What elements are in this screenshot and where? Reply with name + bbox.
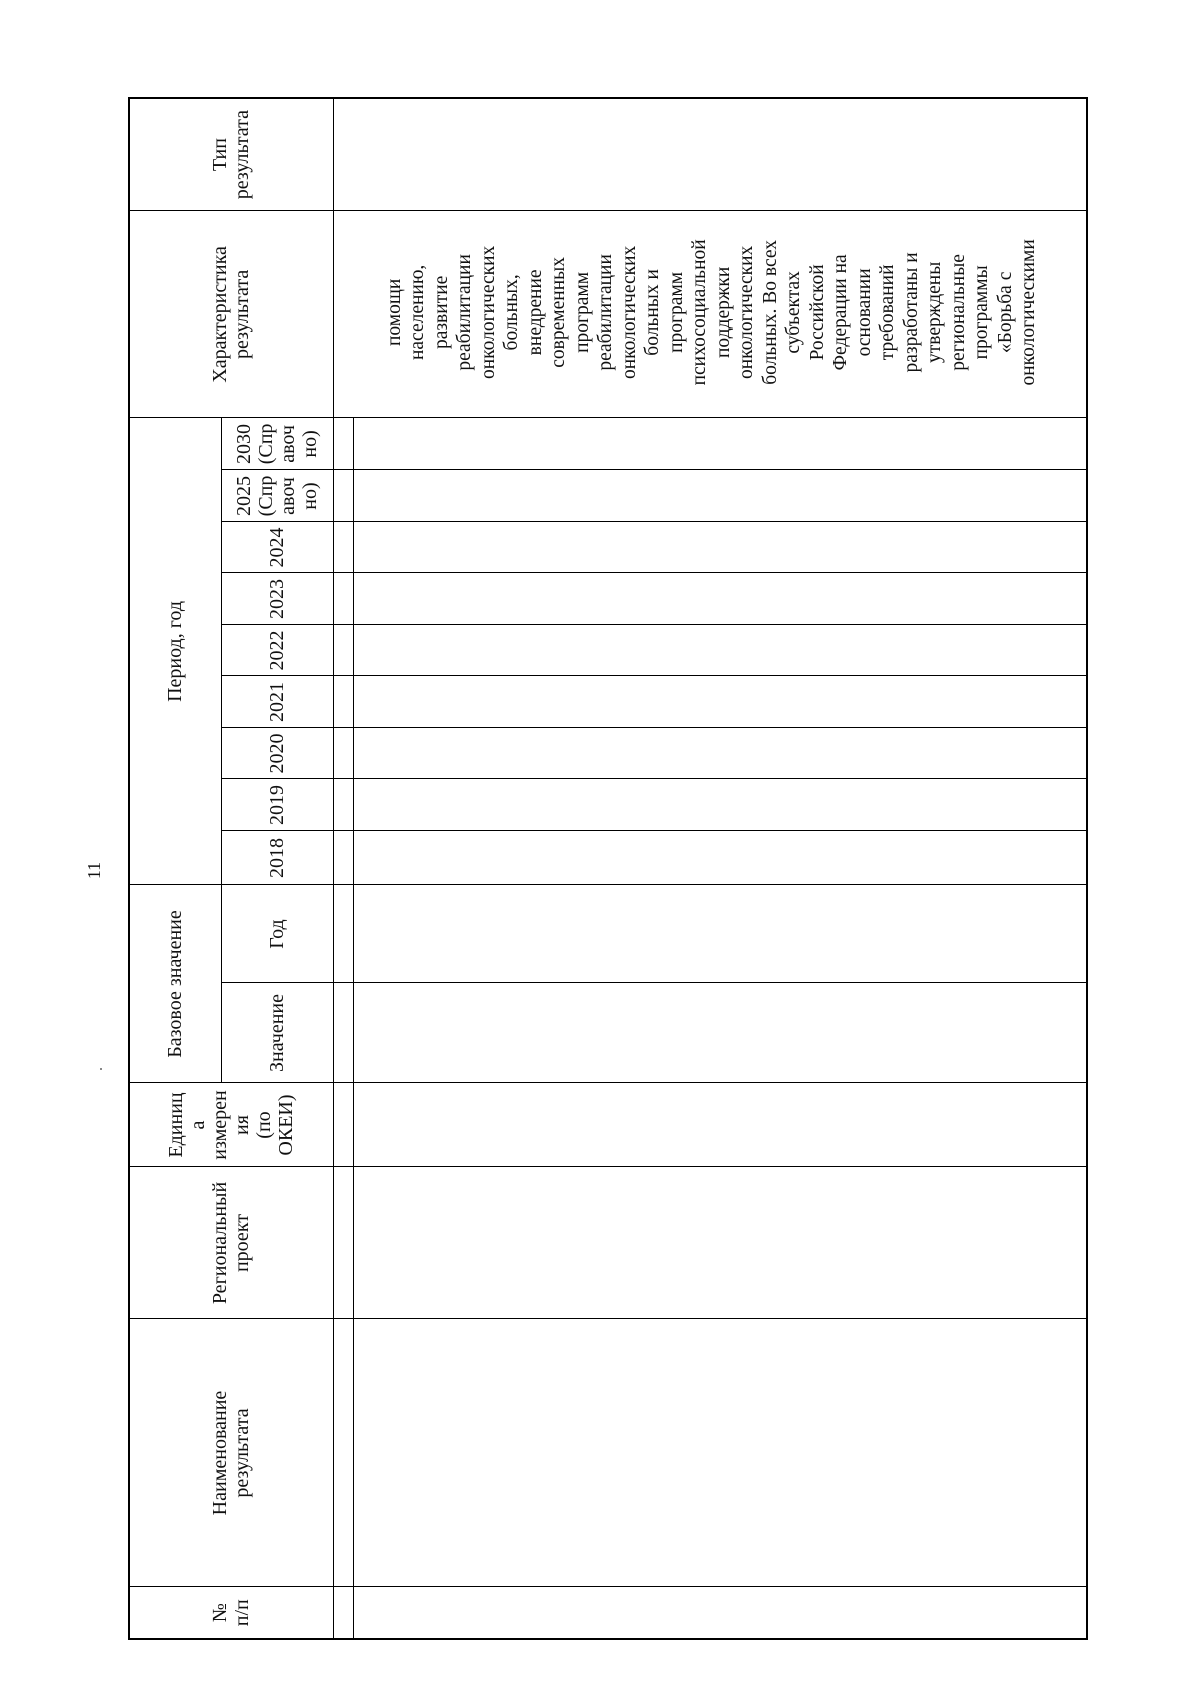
header-year-2024: 2024: [221, 522, 333, 573]
header-year-2030: 2030 (Спр авоч но): [221, 418, 333, 470]
cell-result-type: [333, 98, 1087, 211]
header-period: Период, год: [129, 418, 221, 885]
cell-2018-gap: [333, 831, 353, 885]
cell-num-gap: [333, 1587, 353, 1639]
header-year-2025: 2025 (Спр авоч но): [221, 470, 333, 522]
results-table-rotated: [128, 100, 1088, 1640]
cell-2022: [353, 625, 1087, 676]
cell-2020-gap: [333, 728, 353, 779]
cell-2019: [353, 779, 1087, 831]
cell-2030: [353, 418, 1087, 470]
header-year-2018: 2018: [221, 831, 333, 885]
header-result-type: Тип результата: [129, 98, 333, 211]
characteristic-text: помощи населению, развитие реабилитации онкологических больных, внедрение современных программ реабилитации онкологических больных и программ психосоциальной поддержки онкологических больных. Во всех субъектах Российской Федерации на основании требований разработаны и утверждены региональные программы «Борьба с онкологическими: [383, 239, 1040, 386]
header-year-2019: 2019: [221, 779, 333, 831]
cell-name: [353, 1319, 1087, 1587]
cell-2019-gap: [333, 779, 353, 831]
cell-2023-gap: [333, 573, 353, 625]
results-table: [128, 97, 1088, 1640]
header-year-2021: 2021: [221, 676, 333, 728]
cell-project: [353, 1167, 1087, 1319]
header-characteristic: Характеристика результата: [129, 211, 333, 418]
cell-base-year-gap: [333, 885, 353, 983]
header-result-name: Наименование результата: [129, 1319, 333, 1587]
cell-2022-gap: [333, 625, 353, 676]
cell-2030-gap: [333, 418, 353, 470]
cell-unit-gap: [333, 1083, 353, 1167]
cell-base-value-gap: [333, 983, 353, 1083]
cell-2018: [353, 831, 1087, 885]
cell-2020: [353, 728, 1087, 779]
cell-2025: [353, 470, 1087, 522]
header-base-value-value: Значение: [221, 983, 333, 1083]
cell-2021: [353, 676, 1087, 728]
header-unit: Единиц а измерен ия (по ОКЕИ): [129, 1083, 333, 1167]
cell-base-year: [353, 885, 1087, 983]
cell-2021-gap: [333, 676, 353, 728]
header-year-2022: 2022: [221, 625, 333, 676]
cell-2024-gap: [333, 522, 353, 573]
cell-2025-gap: [333, 470, 353, 522]
cell-base-value: [353, 983, 1087, 1083]
cell-unit: [353, 1083, 1087, 1167]
header-year-2023: 2023: [221, 573, 333, 625]
header-year-2020: 2020: [221, 728, 333, 779]
cell-num: [353, 1587, 1087, 1639]
header-regional-project: Региональный проект: [129, 1167, 333, 1319]
header-base-value: Базовое значение: [129, 885, 221, 1083]
cell-characteristic: [333, 211, 1087, 418]
cell-name-gap: [333, 1319, 353, 1587]
header-num: № п/п: [129, 1587, 333, 1639]
cell-project-gap: [333, 1167, 353, 1319]
scan-speck: [100, 1068, 102, 1070]
cell-2024: [353, 522, 1087, 573]
cell-2023: [353, 573, 1087, 625]
page-number: 11: [84, 861, 105, 880]
header-base-value-year: Год: [221, 885, 333, 983]
